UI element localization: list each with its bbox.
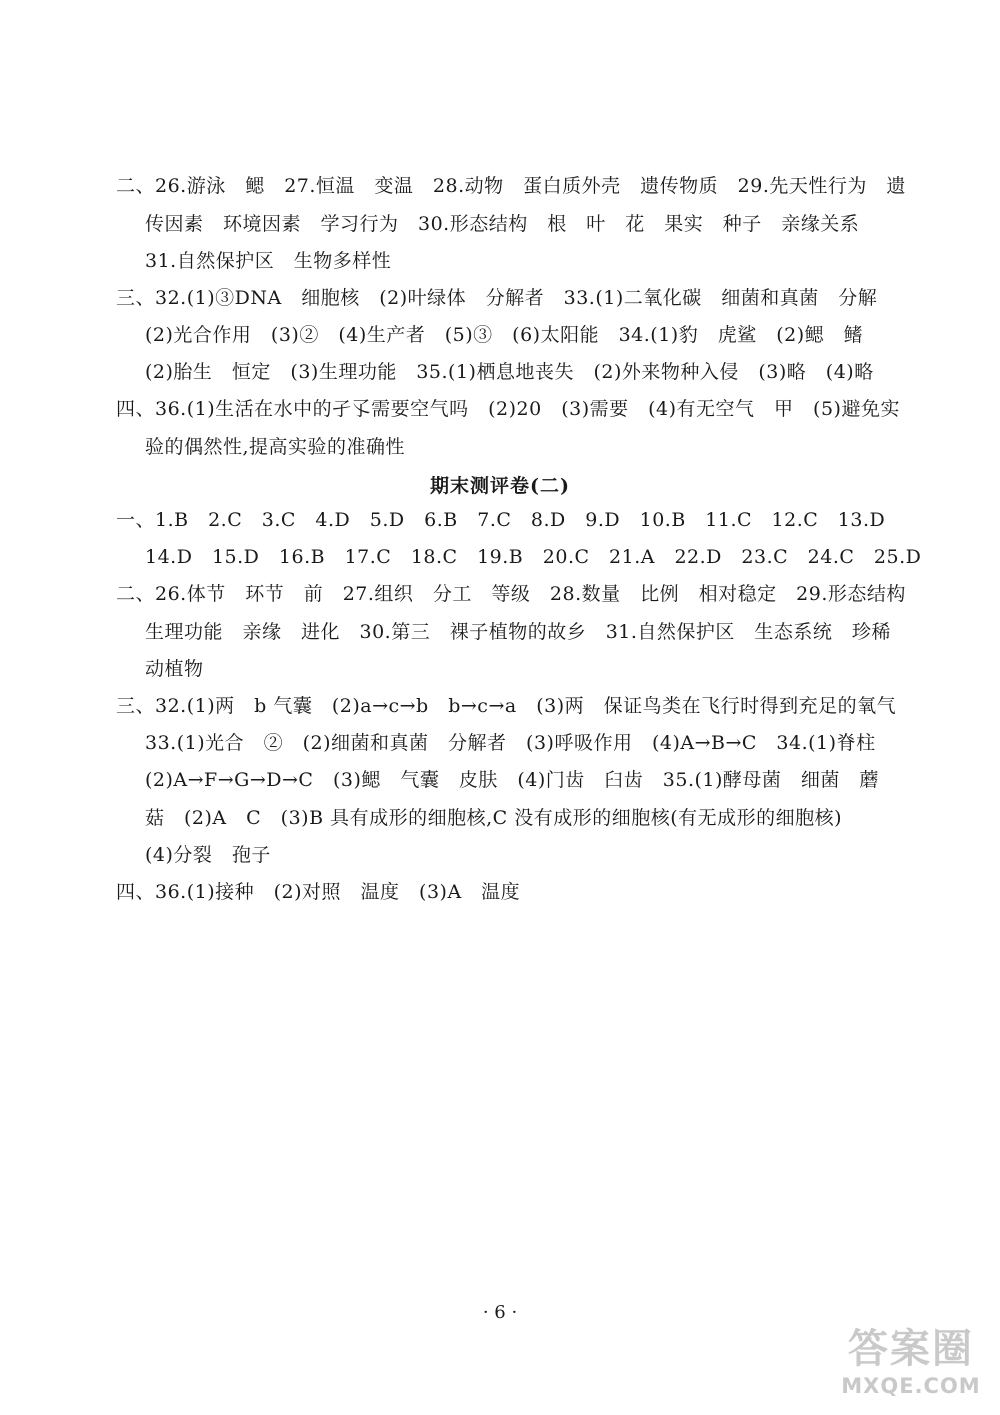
- watermark-title: 答案圈: [848, 1326, 974, 1372]
- text-line: 14.D 15.D 16.B 17.C 18.C 19.B 20.C 21.A 22.D 23.C 24.C 25.D: [145, 546, 922, 568]
- text-line: 33.(1)光合 ② (2)细菌和真菌 分解者 (3)呼吸作用 (4)A→B→C 34.(1)脊柱: [145, 732, 876, 754]
- text-line: 四、36.(1)接种 (2)对照 温度 (3)A 温度: [116, 881, 521, 903]
- text-line: (2)胎生 恒定 (3)生理功能 35.(1)栖息地丧失 (2)外来物种入侵 (3)略 (4)略: [145, 361, 874, 383]
- watermark-logo: [836, 1325, 986, 1407]
- text-line: 菇 (2)A C (3)B 具有成形的细胞核,C 没有成形的细胞核(有无成形的细胞核): [145, 807, 843, 829]
- text-line: 二、26.游泳 鳃 27.恒温 变温 28.动物 蛋白质外壳 遗传物质 29.先天性行为 遗: [116, 175, 906, 197]
- text-line: (4)分裂 孢子: [145, 844, 271, 866]
- text-line: 传因素 环境因素 学习行为 30.形态结构 根 叶 花 果实 种子 亲缘关系: [145, 213, 860, 235]
- text-line: 二、26.体节 环节 前 27.组织 分工 等级 28.数量 比例 相对稳定 29.形态结构: [116, 583, 906, 605]
- text-line: 四、36.(1)生活在水中的孑孓需要空气吗 (2)20 (3)需要 (4)有无空气 甲 (5)避免实: [116, 398, 900, 420]
- text-line: (2)A→F→G→D→C (3)鳃 气囊 皮肤 (4)门齿 臼齿 35.(1)酵母菌 细菌 蘑: [145, 769, 879, 791]
- text-line: 一、1.B 2.C 3.C 4.D 5.D 6.B 7.C 8.D 9.D 10.B 11.C 12.C 13.D: [116, 509, 886, 531]
- text-line: 生理功能 亲缘 进化 30.第三 裸子植物的故乡 31.自然保护区 生态系统 珍稀: [145, 621, 891, 643]
- text-line: 验的偶然性,提高实验的准确性: [145, 436, 406, 458]
- text-line: 动植物: [145, 658, 204, 680]
- watermark-site: MXQE.COM: [841, 1374, 981, 1398]
- text-line: 三、32.(1)③DNA 细胞核 (2)叶绿体 分解者 33.(1)二氧化碳 细菌和真菌 分解: [116, 287, 878, 309]
- section-title: 期末测评卷(二): [430, 475, 570, 497]
- text-line: 31.自然保护区 生物多样性: [145, 250, 392, 272]
- page-number: · 6 ·: [482, 1302, 518, 1323]
- text-line: (2)光合作用 (3)② (4)生产者 (5)③ (6)太阳能 34.(1)豹 虎鲨 (2)鳃 鳍: [145, 324, 864, 346]
- text-line: 三、32.(1)两 b 气囊 (2)a→c→b b→c→a (3)两 保证鸟类在飞行时得到充足的氧气: [116, 695, 897, 717]
